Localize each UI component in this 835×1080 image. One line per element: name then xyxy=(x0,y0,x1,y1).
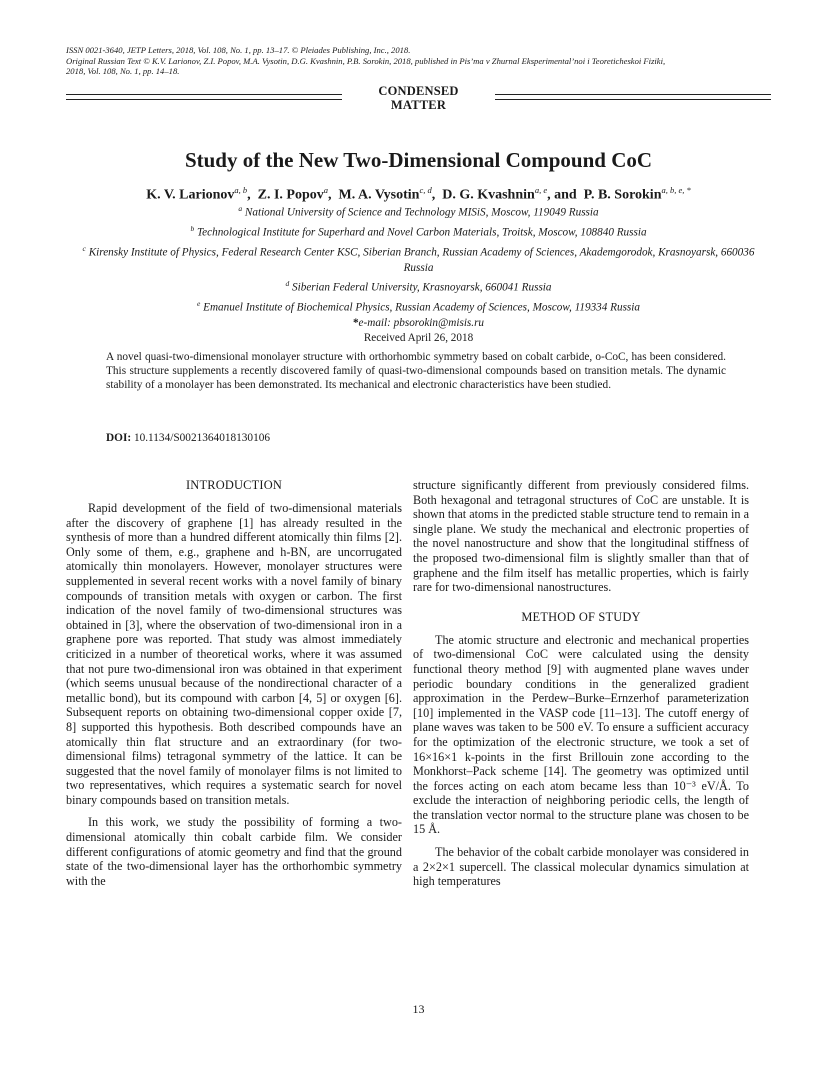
affiliation xyxy=(80,221,757,241)
author-separator: , xyxy=(328,187,336,203)
body-paragraph: The atomic structure and electronic and mechanical properties of two-dimensional CoC were calculated using the density functional theory method [9] with augmented plane waves under periodic boundary conditions in the generalized gradient approximation in the Perdew–Burke–Ernzerhof parameterization [10] implemented in the VASP code [11–13]. The cutoff energy of plane waves was taken to be 500 eV. To ensure a sufficient accuracy for the optimization of the electronic structure, we took a set of 16×16×1 k-points in the first Brillouin zone according to the Monkhorst–Pack scheme [14]. The geometry was optimized until the forces acting on each atom became less than 10⁻³ eV/Å. To exclude the interaction of neighboring periodic cells, the length of the translation vector normal to the structure plane was chosen to be 15 Å. xyxy=(413,632,749,837)
author-affil-marker: a, e xyxy=(534,185,548,195)
author-affil-marker: a, b, e, * xyxy=(661,185,691,195)
author-affil-marker: a, b xyxy=(234,185,248,195)
section-banner xyxy=(66,84,771,112)
section-heading-introduction: INTRODUCTION xyxy=(185,478,282,492)
corresponding-email xyxy=(80,316,757,331)
affiliation-text: Technological Institute for Superhard and Novel Carbon Materials, Troitsk, Moscow, 108840 Russia xyxy=(196,226,647,239)
header-line-2: Original Russian Text © K.V. Larionov, Z.I. Popov, M.A. Vysotin, D.G. Kvashnin, P.B. Sorokin, 2018, published in Pis’ma v Zhurnal Eksperimental’noi i Teoreticheskoi Fiziki, xyxy=(66,55,666,66)
section-label-line-1: CONDENSED xyxy=(378,84,459,98)
body-paragraph: structure significantly different from previously considered films. Both hexagonal and tetragonal structures of CoC are unstable. It is shown that atoms in the predicted stable structure tend to remain in a single plane. We study the mechanical and electronic properties of the novel nanostructure and show that the longitudinal stiffness of the proposed two-dimensional film is slightly smaller than that of graphene and the film itself has metallic properties, which is fairly rare for two-dimensional nanostructures. xyxy=(413,478,749,595)
body-column-right xyxy=(413,478,749,897)
doi-label: DOI: xyxy=(106,432,132,444)
corresponding-marker: * xyxy=(352,316,359,329)
journal-header xyxy=(66,45,771,77)
section-label-line-2: MATTER xyxy=(390,98,447,112)
header-line-3: 2018, Vol. 108, No. 1, pp. 14–18. xyxy=(66,66,180,77)
affiliation-marker: b xyxy=(190,223,195,233)
author-affil-marker: c, d xyxy=(419,185,432,195)
affiliation xyxy=(80,241,757,276)
affiliation-text: National University of Science and Technology MISiS, Moscow, 119049 Russia xyxy=(244,206,599,219)
email-link[interactable]: e-mail: pbsorokin@misis.ru xyxy=(358,316,485,329)
header-line-1: ISSN 0021-3640, JETP Letters, 2018, Vol. 108, No. 1, pp. 13–17. © Pleiades Publishing, Inc., 2018. xyxy=(66,45,411,55)
author-name: M. A. Vysotin xyxy=(338,187,420,203)
affiliation-text: Kirensky Institute of Physics, Federal Research Center KSC, Siberian Branch, Russian Academy of Sciences, Akademgorodok, Krasnoyarsk, 660036 Russia xyxy=(88,246,755,274)
author-name: D. G. Kvashnin xyxy=(442,187,535,203)
affiliation xyxy=(80,201,757,221)
affiliation-list xyxy=(80,201,757,346)
affiliation xyxy=(80,296,757,316)
affiliation-marker: d xyxy=(285,279,290,289)
doi xyxy=(106,432,270,444)
affiliation-marker: e xyxy=(197,298,201,308)
received-date: Received April 26, 2018 xyxy=(363,332,474,345)
banner-rule-right xyxy=(495,94,771,100)
banner-rule-left xyxy=(66,94,342,100)
author-separator: , xyxy=(247,187,255,203)
affiliation-text: Emanuel Institute of Biochemical Physics, Russian Academy of Sciences, Moscow, 119334 Russia xyxy=(203,301,640,314)
affiliation xyxy=(80,276,757,296)
author-name: K. V. Larionov xyxy=(146,187,235,203)
paper-title: Study of the New Two-Dimensional Compound CoC xyxy=(184,148,653,172)
body-paragraph: The behavior of the cobalt carbide monolayer was considered in a 2×2×1 supercell. The classical molecular dynamics simulation at high temperatures xyxy=(413,845,749,889)
body-column-left xyxy=(66,478,402,896)
body-paragraph: Rapid development of the field of two-dimensional materials after the discovery of graphene [1] has already resulted in the synthesis of more than a hundred different atomically thin films [2]. Only some of them, e.g., graphene and h-BN, are uncorrugated atomically thin monolayers. However, monolayer structures were supplemented in several recent works with a novel family of binary compounds of transition metals with oxygen or carbon. The first indication of the novel family of two-dimensional structures was obtained in [3], where the observation of two-dimensional iron in a graphene pore was reported. That study was almost immediately criticized in a number of theoretical works, where it was assumed that not pure two-dimensional iron was obtained in that experiment (which seems unusual because of the nondirectional character of a metallic bond), but its compound with carbon [4, 5] or oxygen [6]. Subsequent reports on obtaining two-dimensional copper oxide [7, 8] supported this hypothesis. Both described compounds have an atomically thin flat structure and an extraordinary (for two-dimensional films) tetragonal symmetry of the lattice. It can be suggested that the novel family of monolayer films is not limited to two representatives, which requires a systematic search for novel binary compounds based on transition metals. xyxy=(66,501,402,807)
author-separator: , xyxy=(431,187,439,203)
affiliation-marker: a xyxy=(238,204,243,213)
author-name: Z. I. Popov xyxy=(257,187,324,203)
doi-link[interactable]: 10.1134/S0021364018130106 xyxy=(133,432,271,444)
abstract: A novel quasi-two-dimensional monolayer structure with orthorhombic symmetry based on cobalt carbide, o-CoC, has been considered. This structure supplements a recently discovered family of quasi-two-dimensional compounds based on transition metals. The dynamic stability of a monolayer has been demonstrated. Its mechanical and electronic characteristics have been studied. xyxy=(106,351,726,392)
author-affil-marker: a xyxy=(323,185,329,195)
author-name: P. B. Sorokin xyxy=(583,187,662,203)
affiliation-text: Siberian Federal University, Krasnoyarsk, 660041 Russia xyxy=(292,281,552,294)
author-separator: , and xyxy=(547,187,581,203)
section-heading-method: METHOD OF STUDY xyxy=(521,609,641,624)
page-number: 13 xyxy=(412,1002,425,1016)
section-label xyxy=(352,84,485,112)
body-paragraph: In this work, we study the possibility of forming a two-dimensional atomically thin cobalt carbide film. We consider different configurations of atomic geometry and find that the ground state of the two-dimensional layer has the orthorhombic symmetry with the xyxy=(66,815,402,888)
affiliation-marker: c xyxy=(82,243,86,253)
